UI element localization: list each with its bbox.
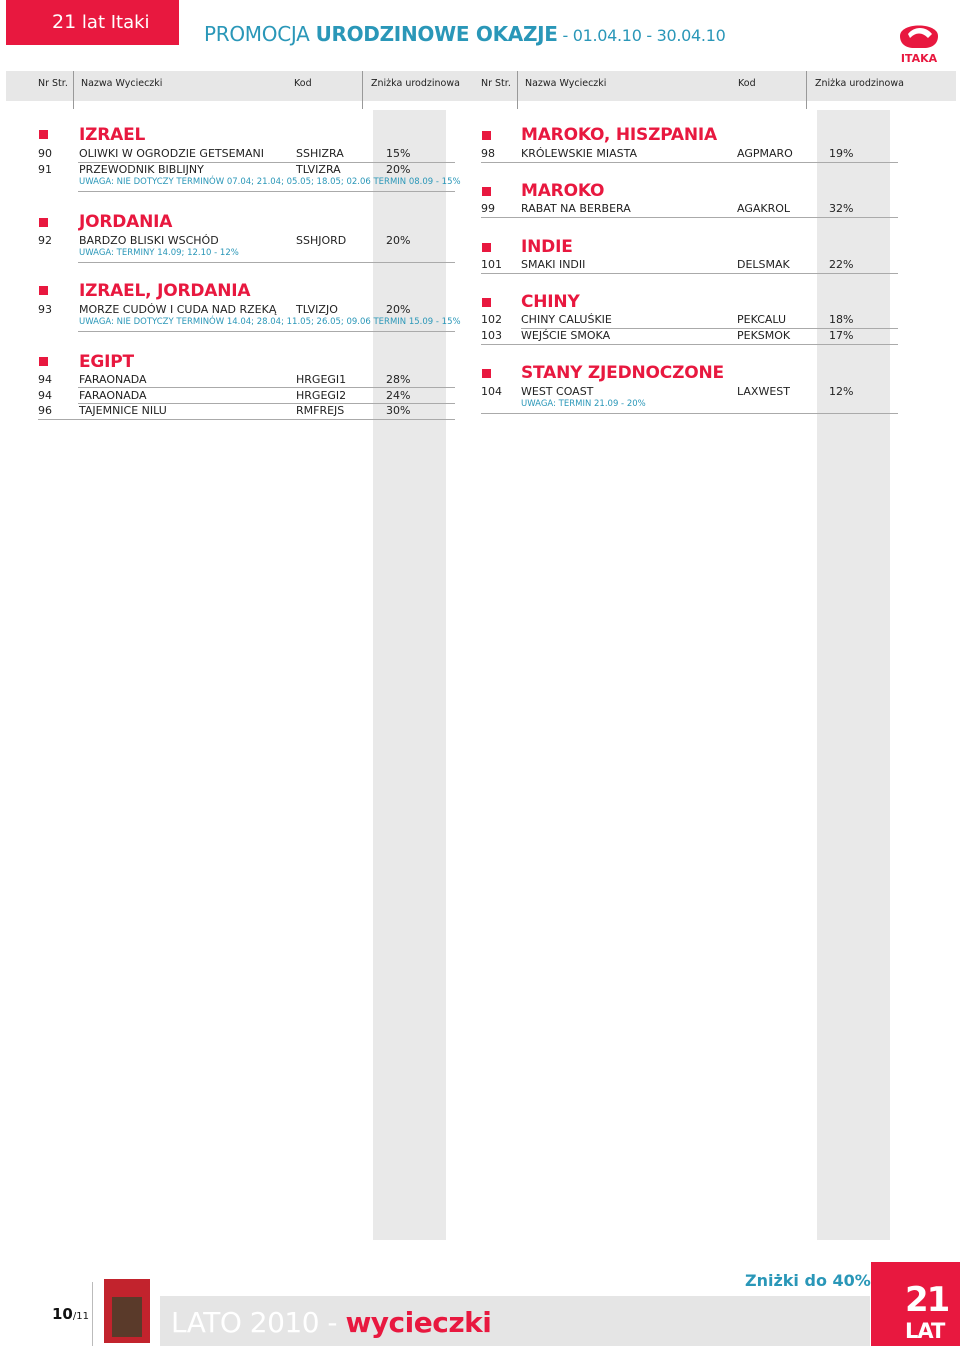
note: UWAGA: TERMIN 21.09 - 20%	[521, 399, 646, 409]
anniversary-badge	[6, 0, 179, 45]
bullet-icon	[482, 243, 491, 252]
row-rule	[78, 331, 455, 332]
note: UWAGA: NIE DOTYCZY TERMINÓW 07.04; 21.04; 05.05; 18.05; 02.06 TERMIN 08.09 - 15%	[79, 177, 461, 187]
bullet-icon	[482, 187, 491, 196]
col-name-2: Nazwa Wycieczki	[525, 78, 607, 89]
note: UWAGA: NIE DOTYCZY TERMINÓW 14.04; 28.04; 11.05; 26.05; 09.06 TERMIN 15.09 - 15%	[79, 317, 461, 327]
col-name: Nazwa Wycieczki	[81, 78, 163, 89]
discount-column-shade	[817, 110, 890, 1240]
anniversary-21-block: 21 LAT	[871, 1262, 960, 1346]
note: UWAGA: TERMINY 14.09; 12.10 - 12%	[79, 248, 239, 258]
table-row: 98 KRÓLEWSKIE MIASTA AGPMARO 19%	[481, 147, 854, 160]
row-rule	[38, 419, 455, 420]
table-row: 102 CHINY CALUŚKIE PEKCALU 18%	[481, 313, 854, 326]
table-row: 104 WEST COAST LAXWEST 12%	[481, 385, 854, 398]
col-kod: Kod	[294, 78, 312, 89]
section-title-egipt: EGIPT	[79, 352, 134, 372]
row-rule	[481, 217, 898, 218]
bullet-icon	[39, 357, 48, 366]
col-discount: Zniżka urodzinowa	[371, 78, 460, 89]
bullet-icon	[482, 369, 491, 378]
table-row: 96 TAJEMNICE NILU RMFREJS 30%	[38, 404, 411, 417]
row-rule	[481, 162, 898, 163]
section-title-chiny: CHINY	[521, 292, 580, 312]
badge-text: 21 lat Itaki	[52, 11, 150, 33]
row-rule	[481, 273, 898, 274]
table-row: 94 FARAONADA HRGEGI2 24%	[38, 389, 411, 402]
row-rule	[481, 344, 898, 345]
section-title-izrael: IZRAEL	[79, 125, 146, 145]
page-number: 10/11	[52, 1305, 89, 1323]
table-row: 92 BARDZO BLISKI WSCHÓD SSHJORD 20%	[38, 234, 411, 247]
table-row: 90 OLIWKI W OGRODZIE GETSEMANI SSHIZRA 15%	[38, 147, 411, 160]
table-row: 93 MORZE CUDÓW I CUDA NAD RZEKĄ TLVIZJO 20%	[38, 303, 411, 316]
divider	[73, 71, 74, 109]
col-kod-2: Kod	[738, 78, 756, 89]
section-title-stany-zjednoczone: STANY ZJEDNOCZONE	[521, 363, 724, 383]
row-rule	[78, 191, 455, 192]
section-title-indie: INDIE	[521, 237, 573, 257]
footer-title: LATO 2010 - wycieczki	[171, 1306, 492, 1339]
table-row: 101 SMAKI INDII DELSMAK 22%	[481, 258, 854, 271]
promo-title: PROMOCJA URODZINOWE OKAZJE - 01.04.10 - 30.04.10	[204, 22, 726, 46]
catalog-cover-thumbnail	[104, 1279, 150, 1343]
divider	[362, 71, 363, 109]
discount-tagline: Zniżki do 40%	[745, 1271, 871, 1290]
bullet-icon	[39, 286, 48, 295]
row-rule	[78, 262, 455, 263]
col-nr: Nr Str.	[38, 78, 68, 89]
itaka-logo-icon	[894, 18, 944, 64]
bullet-icon	[482, 298, 491, 307]
bullet-icon	[39, 130, 48, 139]
col-discount-2: Zniżka urodzinowa	[815, 78, 904, 89]
section-title-izrael-jordania: IZRAEL, JORDANIA	[79, 281, 251, 301]
divider	[806, 71, 807, 109]
table-row: 91 PRZEWODNIK BIBLIJNY TLVIZRA 20%	[38, 163, 411, 176]
bullet-icon	[39, 218, 48, 227]
section-title-jordania: JORDANIA	[79, 212, 173, 232]
section-title-maroko-hiszpania: MAROKO, HISZPANIA	[521, 125, 717, 145]
divider	[92, 1282, 93, 1346]
table-row: 94 FARAONADA HRGEGI1 28%	[38, 373, 411, 386]
row-rule	[481, 413, 898, 414]
table-row: 99 RABAT NA BERBERA AGAKROL 32%	[481, 202, 854, 215]
bullet-icon	[482, 131, 491, 140]
discount-column-shade	[373, 110, 446, 1240]
table-row: 103 WEJŚCIE SMOKA PEKSMOK 17%	[481, 329, 854, 342]
divider	[517, 71, 518, 109]
svg-text:ITAKA: ITAKA	[900, 52, 938, 64]
col-nr-2: Nr Str.	[481, 78, 511, 89]
section-title-maroko: MAROKO	[521, 181, 605, 201]
